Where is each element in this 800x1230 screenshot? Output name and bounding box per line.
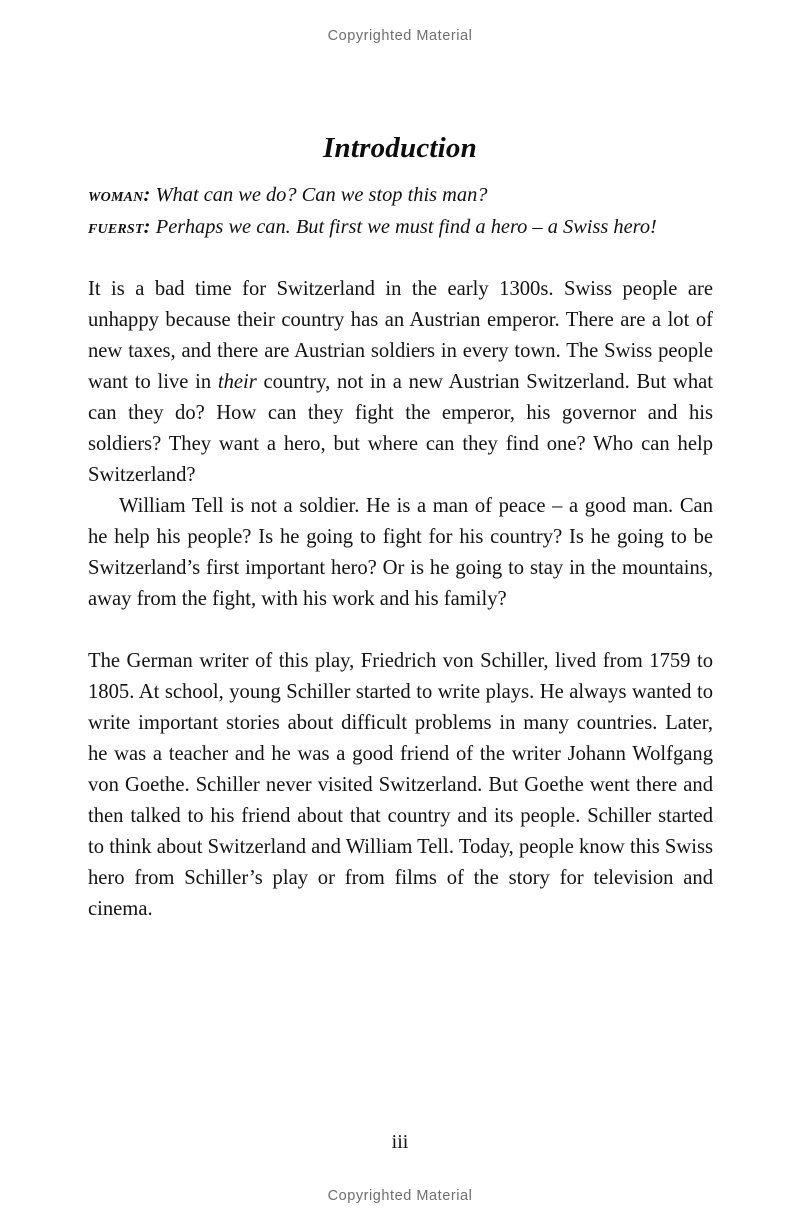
dialogue-block (88, 180, 713, 243)
paragraph-text: It is a bad time for Switzerland in the early 1300s. Swiss people are unhappy because their country has an Austrian emperor. There are a lot of new taxes, and there are Austrian soldiers in every town. The Swiss people want to live in (88, 278, 713, 393)
copyright-watermark-top: Copyrighted Material (327, 28, 473, 44)
paragraph-text: country, not in a new Austrian Switzerland. But what can they do? How can they fight the emperor, his governor and his soldiers? They want a hero, but where can they find one? Who can help Switzerland? (88, 371, 713, 486)
dialogue-text: What can we do? Can we stop this man? (155, 184, 488, 206)
paragraph (88, 646, 713, 925)
paragraph (88, 491, 713, 615)
body-text (88, 274, 713, 925)
dialogue-speaker: woman: (88, 184, 151, 206)
page-content (88, 180, 713, 925)
dialogue-speaker: fuerst: (88, 215, 151, 238)
page-title: Introduction (323, 132, 477, 165)
dialogue-text: Perhaps we can. But first we must find a hero – a Swiss hero! (155, 215, 657, 238)
copyright-watermark-bottom: Copyrighted Material (327, 1188, 473, 1204)
emphasis-text: their (217, 371, 257, 393)
paragraph (88, 274, 713, 491)
dialogue-line (88, 212, 713, 244)
paragraph-text: William Tell is not a soldier. He is a man of peace – a good man. Can he help his people? Is he going to fight for his country? Is he going to be Switzerland’s first important hero? Or is he going to stay in the mountains, away from the fight, with his work and his family? (88, 495, 713, 610)
paragraph-text: The German writer of this play, Friedrich von Schiller, lived from 1759 to 1805. At school, young Schiller started to write plays. He always wanted to write important stories about difficult problems in many countries. Later, he was a teacher and he was a good friend of the writer Johann Wolfgang von Goethe. Schiller never visited Switzerland. But Goethe went there and then talked to his friend about that country and its people. Schiller started to think about Switzerland and William Tell. Today, people know this Swiss hero from Schiller’s play or from films of the story for television and cinema. (88, 650, 713, 920)
dialogue-line (88, 180, 713, 212)
page-number: iii (391, 1131, 409, 1153)
